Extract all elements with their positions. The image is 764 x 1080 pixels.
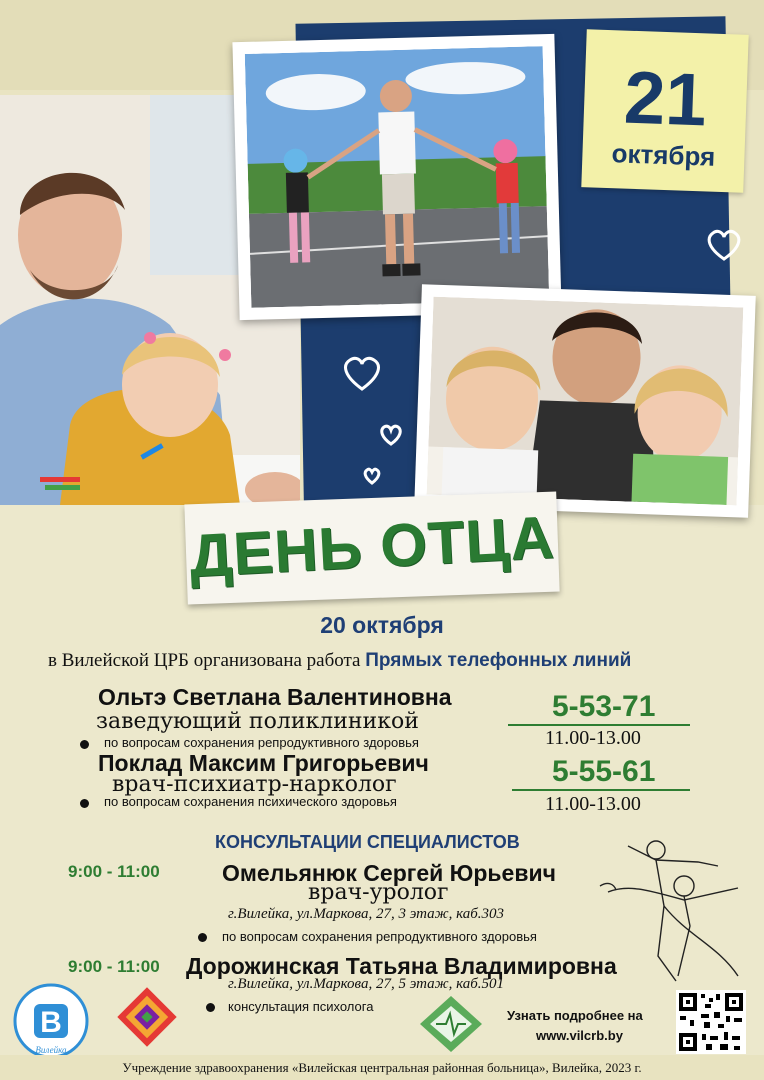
hotline-2-hours: 11.00-13.00 [545, 793, 641, 815]
hotline-2-role: врач-психиатр-нарколог [112, 772, 397, 797]
heart-icon [378, 422, 404, 448]
svg-text:Вилейка: Вилейка [35, 1045, 67, 1055]
intro-highlight: Прямых телефонных линий [365, 650, 632, 671]
qr-code-icon[interactable] [676, 990, 746, 1054]
consult-2-time: 9:00 - 11:00 [68, 957, 160, 976]
hotline-2-name: Поклад Максим Григорьевич [98, 750, 429, 776]
consult-1-name: Омельянюк Сергей Юрьевич [222, 860, 556, 886]
site-link[interactable]: www.vilcrb.by [536, 1028, 623, 1043]
father-child-sketch-icon [598, 826, 760, 986]
bullet-icon [80, 799, 89, 808]
consult-2-name: Дорожинская Татьяна Владимировна [186, 953, 617, 979]
page-title: ДЕНЬ ОТЦА [187, 503, 557, 590]
intro-text-main: в Вилейской ЦРБ организована работа [48, 650, 361, 671]
intro-text [48, 650, 631, 672]
hotline-1-phone: 5-53-71 [552, 690, 656, 723]
date-month: октября [611, 138, 716, 172]
consult-2-address: г.Вилейка, ул.Маркова, 27, 5 этаж, каб.501 [228, 976, 505, 992]
bullet-icon [206, 1003, 215, 1012]
photo-father-kids [414, 284, 756, 518]
hotline-1-role: заведующий поликлиникой [96, 709, 419, 734]
heart-icon [704, 226, 744, 264]
bullet-icon [80, 740, 89, 749]
consultations-heading: КОНСУЛЬТАЦИИ СПЕЦИАЛИСТОВ [215, 832, 520, 852]
date-day: 21 [622, 55, 709, 142]
vileyka-logo-icon [12, 982, 90, 1060]
hotline-1-hours: 11.00-13.00 [545, 727, 641, 749]
bullet-icon [198, 933, 207, 942]
consult-1-role: врач-уролог [308, 880, 449, 905]
event-date: 20 октября [320, 612, 444, 638]
consult-1-topic: по вопросам сохранения репродуктивного здоровья [222, 929, 537, 944]
photo-rollerblades [232, 34, 561, 320]
date-card [581, 29, 748, 193]
footer-text: Учреждение здравоохранения «Вилейская центральная районная больница», Вилейка, 2023 г. [122, 1060, 642, 1075]
consult-1-address: г.Вилейка, ул.Маркова, 27, 3 этаж, каб.303 [228, 906, 505, 922]
father-kids-illustration [427, 297, 744, 506]
phone-underline [508, 724, 690, 726]
svg-text:В: В [40, 1006, 62, 1039]
phone-underline [512, 789, 690, 791]
consult-2-topic: консультация психолога [228, 999, 374, 1014]
hotline-2-topic: по вопросам сохранения психического здоровья [104, 794, 397, 809]
title-card [184, 492, 559, 605]
consult-1-time: 9:00 - 11:00 [68, 862, 160, 881]
heart-icon [362, 466, 382, 486]
hotline-2-phone: 5-55-61 [552, 755, 656, 788]
more-info-label: Узнать подробнее на [507, 1008, 643, 1023]
heart-icon [340, 352, 384, 394]
ornament-logo-icon [112, 982, 182, 1052]
hotline-1-topic: по вопросам сохранения репродуктивного здоровья [104, 735, 419, 750]
hotline-1-name: Ольтэ Светлана Валентиновна [98, 684, 452, 710]
health-ornament-icon [418, 994, 484, 1054]
rollerblades-illustration [245, 46, 550, 308]
